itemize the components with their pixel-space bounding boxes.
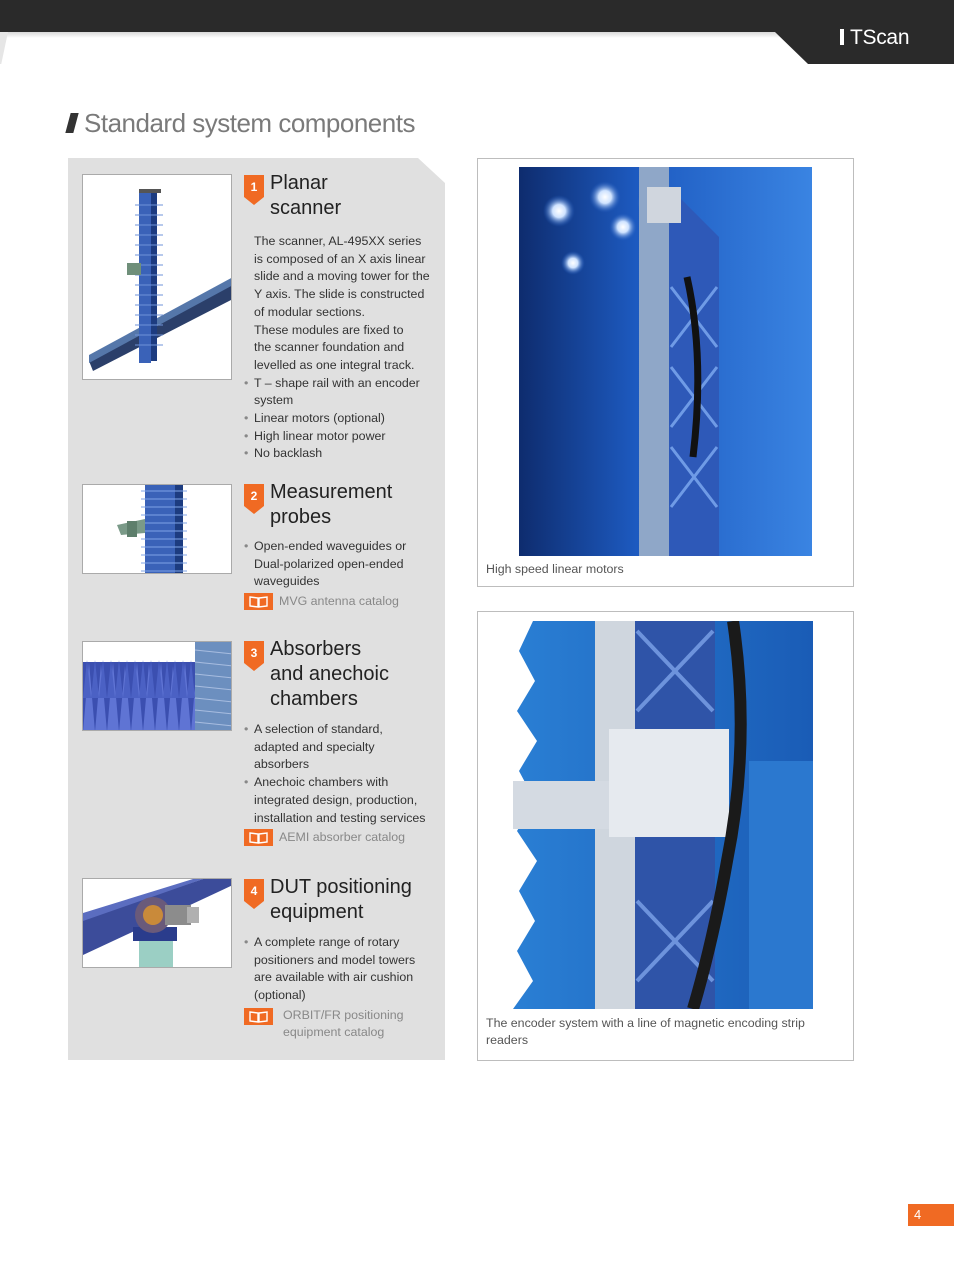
- book-icon: [244, 1008, 273, 1025]
- number-badge-icon: [244, 175, 264, 205]
- svg-text:1: 1: [250, 180, 258, 194]
- book-icon: [244, 829, 273, 846]
- svg-text:4: 4: [250, 884, 258, 898]
- title-slash-icon: [65, 113, 78, 133]
- item-4-title: DUT positioning equipment: [270, 876, 412, 923]
- svg-text:3: 3: [250, 646, 258, 660]
- bullet-item: • Linear motors (optional): [254, 410, 430, 428]
- item-1-title: Planar scanner: [270, 172, 342, 219]
- bullet-item: • T – shape rail with an encoder system: [254, 375, 430, 410]
- bullet-item: • Anechoic chambers with integrated design, production, installation and testing services: [254, 774, 426, 827]
- item-4-description: [254, 934, 415, 1005]
- brand-title: TScan: [840, 26, 909, 50]
- bullet-item: • A selection of standard, adapted and specialty absorbers: [254, 721, 426, 774]
- linear-motors-photo: [519, 167, 812, 556]
- svg-text:2: 2: [250, 489, 258, 503]
- encoder-system-photo: [513, 621, 813, 1009]
- photo-1-caption: High speed linear motors: [486, 562, 624, 576]
- page-number: 4: [908, 1204, 954, 1226]
- number-badge-icon: [244, 484, 264, 514]
- item-1-description: The scanner, AL-495XX series is composed of an X axis linear slide and a moving tower for the Y axis. The slide is constructed of modular sections. These modules are fixed to the scanner foundation and levelled as one integral track. • T – shape rail with an encoder system • Linear motors (optional) • High linear motor power • No backlash: [254, 233, 430, 463]
- item-2-description: [254, 538, 406, 591]
- item-2-title: Measurement probes: [270, 481, 393, 528]
- photo-2-caption: The encoder system with a line of magnetic encoding strip readers: [486, 1016, 805, 1047]
- book-icon: [244, 593, 273, 610]
- brand-tab: [0, 0, 954, 64]
- item-3-title: Absorbers and anechoic chambers: [270, 638, 389, 710]
- planar-scanner-thumbnail: [82, 174, 232, 380]
- number-badge-icon: [244, 641, 264, 671]
- bullet-item: • Open-ended waveguides or Dual-polarized open-ended waveguides: [254, 538, 406, 591]
- absorbers-thumbnail: [82, 641, 232, 731]
- bullet-item: • High linear motor power: [254, 428, 430, 446]
- item-3-description: [254, 721, 426, 827]
- section-title: Standard system components: [68, 108, 415, 139]
- bullet-item: • No backlash: [254, 445, 430, 463]
- number-badge-icon: [244, 879, 264, 909]
- bullet-item: • A complete range of rotary positioners and model towers are available with air cushion (optional): [254, 934, 415, 1005]
- dut-positioner-thumbnail: [82, 878, 232, 968]
- measurement-probe-thumbnail: [82, 484, 232, 574]
